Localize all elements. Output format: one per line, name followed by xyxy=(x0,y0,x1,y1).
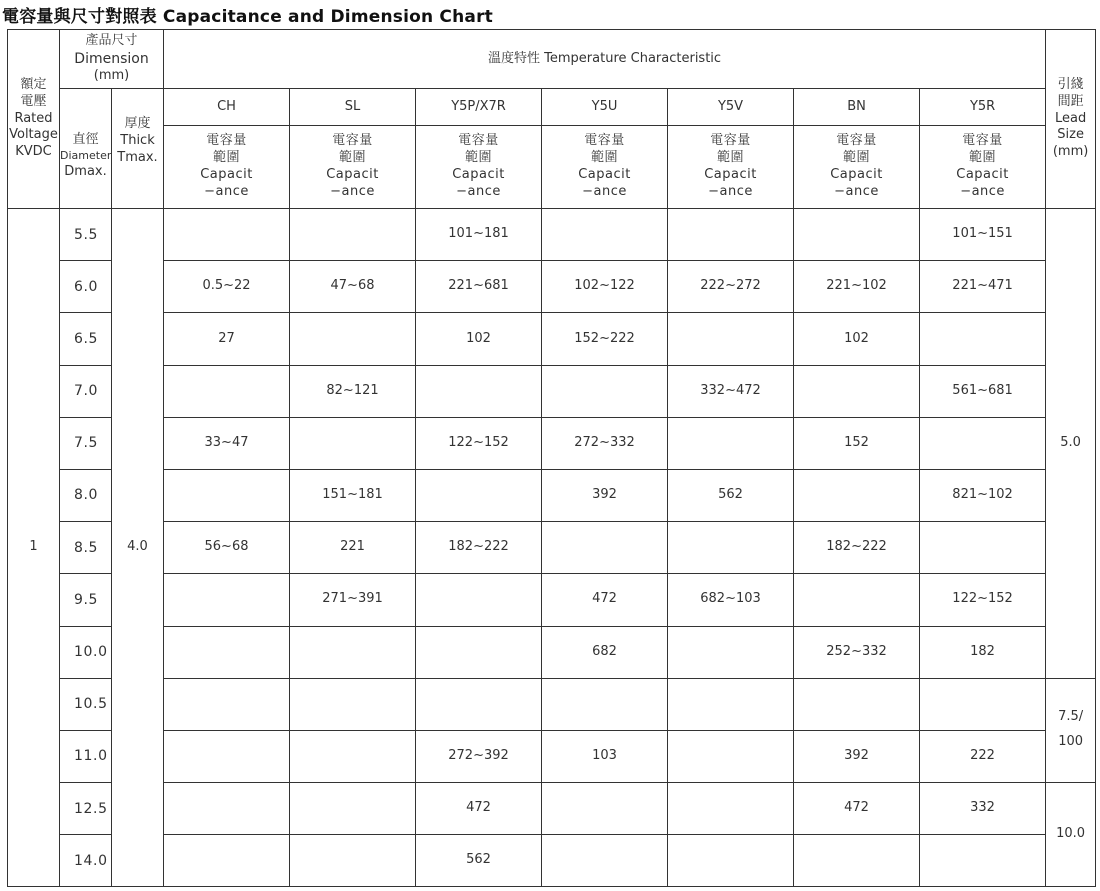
capacitance-cell: 82~121 xyxy=(290,365,416,417)
capacitance-cell: 392 xyxy=(794,730,920,782)
capacitance-cell: 221 xyxy=(290,522,416,574)
capacitance-cell: 222~272 xyxy=(668,261,794,313)
capacitance-cell: 151~181 xyxy=(290,469,416,521)
capacitance-cell xyxy=(290,730,416,782)
capacitance-cell xyxy=(164,574,290,626)
capacitance-cell: 56~68 xyxy=(164,522,290,574)
capacitance-cell xyxy=(668,209,794,261)
capacitance-cell xyxy=(542,365,668,417)
capacitance-cell: 221~681 xyxy=(416,261,542,313)
capacitance-cell xyxy=(794,209,920,261)
char-y5u-header: Y5U xyxy=(542,89,668,126)
diameter-value: 10.0 xyxy=(60,626,112,678)
char-y5p-x7r-header: Y5P/X7R xyxy=(416,89,542,126)
diameter-value: 8.5 xyxy=(60,522,112,574)
capacitance-cell: 472 xyxy=(794,783,920,835)
capacitance-cell xyxy=(290,626,416,678)
capacitance-cell xyxy=(416,626,542,678)
capacitance-cell: 332 xyxy=(920,783,1046,835)
capacitance-cell xyxy=(920,313,1046,365)
capacitance-cell xyxy=(164,678,290,730)
capacitance-dimension-table xyxy=(7,29,1096,887)
capacitance-cell xyxy=(164,783,290,835)
capacitance-cell xyxy=(164,626,290,678)
capacitance-cell: 221~102 xyxy=(794,261,920,313)
char-sl-header: SL xyxy=(290,89,416,126)
capacitance-cell xyxy=(668,678,794,730)
table-row xyxy=(8,626,1096,678)
capacitance-cell xyxy=(290,209,416,261)
capacitance-cell xyxy=(416,365,542,417)
lead-size-header: 引綫 間距 Lead Size (mm) xyxy=(1046,30,1096,209)
capacitance-cell xyxy=(290,783,416,835)
capacitance-cell xyxy=(920,522,1046,574)
capacitance-cell xyxy=(290,417,416,469)
capacitance-cell xyxy=(668,313,794,365)
lead-size-value: 10.0 xyxy=(1046,783,1096,887)
capacitance-cell xyxy=(290,835,416,887)
char-y5v-header: Y5V xyxy=(668,89,794,126)
capacitance-cell: 103 xyxy=(542,730,668,782)
capacitance-cell: 27 xyxy=(164,313,290,365)
capacitance-cell xyxy=(920,417,1046,469)
capacitance-cell xyxy=(920,678,1046,730)
char-y5r-header: Y5R xyxy=(920,89,1046,126)
table-row xyxy=(8,574,1096,626)
capacitance-range-header: 電容量 範圍 Capacit −ance xyxy=(164,126,290,209)
table-row xyxy=(8,261,1096,313)
table-row xyxy=(8,835,1096,887)
capacitance-cell xyxy=(164,730,290,782)
capacitance-cell: 152~222 xyxy=(542,313,668,365)
capacitance-cell: 47~68 xyxy=(290,261,416,313)
capacitance-cell: 252~332 xyxy=(794,626,920,678)
dimension-header: 產品尺寸 Dimension (mm) xyxy=(60,30,164,89)
capacitance-cell xyxy=(668,730,794,782)
diameter-value: 7.0 xyxy=(60,365,112,417)
capacitance-cell: 102 xyxy=(794,313,920,365)
lead-size-value: 5.0 xyxy=(1046,209,1096,679)
capacitance-cell: 271~391 xyxy=(290,574,416,626)
capacitance-cell xyxy=(542,678,668,730)
capacitance-cell xyxy=(542,209,668,261)
capacitance-cell xyxy=(794,574,920,626)
diameter-value: 14.0 xyxy=(60,835,112,887)
table-row xyxy=(8,209,1096,261)
capacitance-cell: 0.5~22 xyxy=(164,261,290,313)
capacitance-cell: 101~181 xyxy=(416,209,542,261)
capacitance-cell: 332~472 xyxy=(668,365,794,417)
capacitance-cell xyxy=(794,469,920,521)
table-row xyxy=(8,313,1096,365)
capacitance-cell xyxy=(668,522,794,574)
capacitance-cell: 222 xyxy=(920,730,1046,782)
lead-size-value: 7.5/ 100 xyxy=(1046,678,1096,782)
capacitance-cell: 472 xyxy=(542,574,668,626)
capacitance-range-header: 電容量 範圍 Capacit −ance xyxy=(794,126,920,209)
capacitance-range-header: 電容量 範圍 Capacit −ance xyxy=(416,126,542,209)
capacitance-cell: 102 xyxy=(416,313,542,365)
capacitance-cell xyxy=(416,678,542,730)
thickness-header: 厚度 Thick Tmax. xyxy=(112,89,164,209)
rated-voltage-value: 1 xyxy=(8,209,60,887)
capacitance-cell: 562 xyxy=(668,469,794,521)
capacitance-cell: 821~102 xyxy=(920,469,1046,521)
diameter-value: 11.0 xyxy=(60,730,112,782)
capacitance-cell: 122~152 xyxy=(920,574,1046,626)
capacitance-cell xyxy=(416,574,542,626)
capacitance-cell: 272~332 xyxy=(542,417,668,469)
capacitance-cell: 182~222 xyxy=(416,522,542,574)
table-row xyxy=(8,365,1096,417)
page-title: 電容量與尺寸對照表 Capacitance and Dimension Chart xyxy=(2,7,493,27)
capacitance-cell xyxy=(668,783,794,835)
diameter-value: 10.5 xyxy=(60,678,112,730)
capacitance-cell xyxy=(290,313,416,365)
capacitance-cell: 562 xyxy=(416,835,542,887)
capacitance-cell xyxy=(542,522,668,574)
capacitance-cell xyxy=(668,417,794,469)
diameter-value: 6.0 xyxy=(60,261,112,313)
diameter-value: 8.0 xyxy=(60,469,112,521)
capacitance-cell: 152 xyxy=(794,417,920,469)
capacitance-cell: 472 xyxy=(416,783,542,835)
table-row xyxy=(8,417,1096,469)
table-row xyxy=(8,469,1096,521)
capacitance-cell xyxy=(542,835,668,887)
capacitance-cell xyxy=(668,835,794,887)
temperature-characteristic-header: 溫度特性 Temperature Characteristic xyxy=(164,30,1046,89)
capacitance-cell xyxy=(794,678,920,730)
capacitance-cell xyxy=(416,469,542,521)
capacitance-cell: 561~681 xyxy=(920,365,1046,417)
diameter-value: 9.5 xyxy=(60,574,112,626)
capacitance-cell xyxy=(164,365,290,417)
table-row xyxy=(8,522,1096,574)
capacitance-cell: 182 xyxy=(920,626,1046,678)
capacitance-cell: 682 xyxy=(542,626,668,678)
capacitance-cell: 101~151 xyxy=(920,209,1046,261)
capacitance-cell xyxy=(542,783,668,835)
capacitance-cell xyxy=(290,678,416,730)
diameter-value: 6.5 xyxy=(60,313,112,365)
table-row xyxy=(8,783,1096,835)
diameter-header: 直徑 Diameter Dmax. xyxy=(60,89,112,209)
capacitance-range-header: 電容量 範圍 Capacit −ance xyxy=(542,126,668,209)
diameter-value: 12.5 xyxy=(60,783,112,835)
capacitance-cell: 392 xyxy=(542,469,668,521)
capacitance-cell: 102~122 xyxy=(542,261,668,313)
capacitance-cell xyxy=(164,469,290,521)
capacitance-range-header: 電容量 範圍 Capacit −ance xyxy=(920,126,1046,209)
capacitance-cell: 122~152 xyxy=(416,417,542,469)
diameter-value: 5.5 xyxy=(60,209,112,261)
capacitance-cell: 182~222 xyxy=(794,522,920,574)
char-ch-header: CH xyxy=(164,89,290,126)
capacitance-cell xyxy=(164,209,290,261)
table-row xyxy=(8,730,1096,782)
capacitance-cell xyxy=(668,626,794,678)
capacitance-cell: 221~471 xyxy=(920,261,1046,313)
capacitance-range-header: 電容量 範圍 Capacit −ance xyxy=(668,126,794,209)
capacitance-cell: 682~103 xyxy=(668,574,794,626)
capacitance-range-header: 電容量 範圍 Capacit −ance xyxy=(290,126,416,209)
char-bn-header: BN xyxy=(794,89,920,126)
capacitance-cell xyxy=(794,365,920,417)
table-row xyxy=(8,678,1096,730)
capacitance-cell xyxy=(794,835,920,887)
capacitance-cell: 33~47 xyxy=(164,417,290,469)
diameter-value: 7.5 xyxy=(60,417,112,469)
thickness-value: 4.0 xyxy=(112,209,164,887)
rated-voltage-header: 額定 電壓 Rated Voltage KVDC xyxy=(8,30,60,209)
capacitance-cell xyxy=(164,835,290,887)
capacitance-cell: 272~392 xyxy=(416,730,542,782)
capacitance-cell xyxy=(920,835,1046,887)
